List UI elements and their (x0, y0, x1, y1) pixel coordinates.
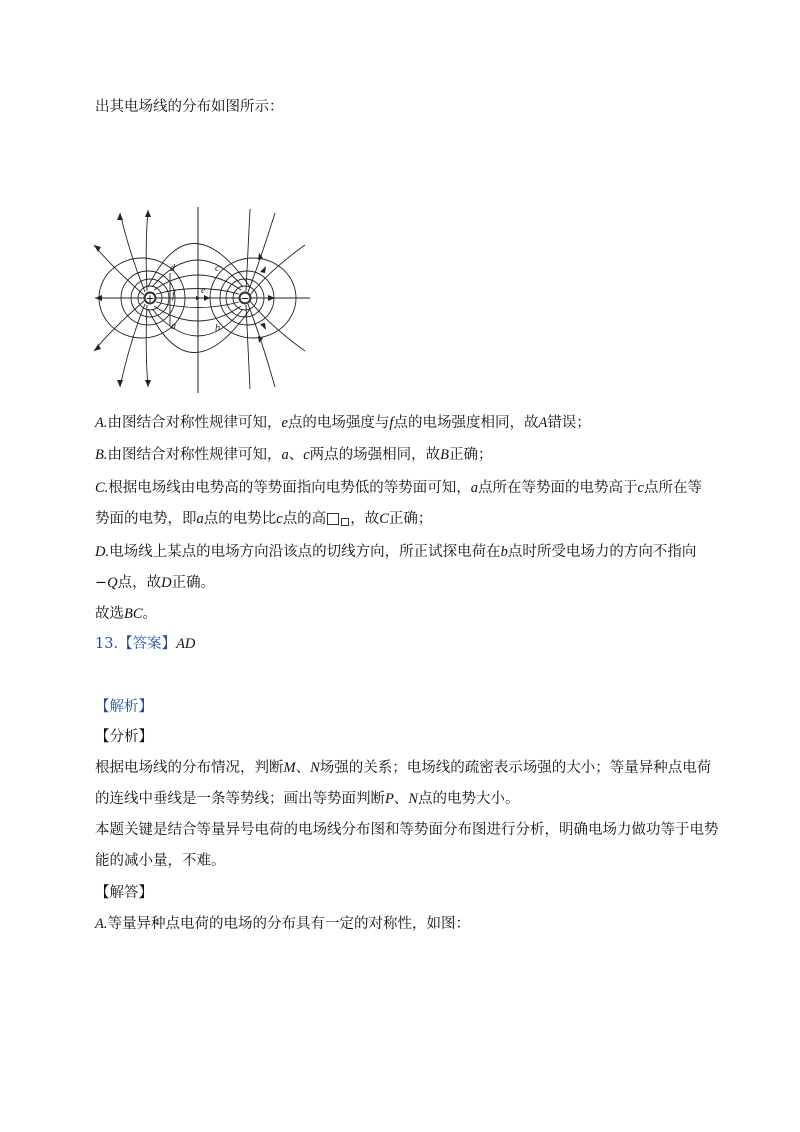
option-d-line1: D.电场线上某点的电场方向沿该点的切线方向，所正试探电荷在b点时所受电场力的方向不指向 (95, 544, 697, 560)
answer-a: A.等量异种点电荷的电场的分布具有一定的对称性，如图： (95, 916, 470, 932)
electric-field-figure (90, 205, 315, 395)
negative-charge-label: − (240, 292, 250, 305)
label-b: b (215, 323, 220, 334)
label-f: f (172, 290, 175, 301)
choose-text: 故选BC。 (95, 606, 158, 622)
placeholder-box-small-icon (341, 518, 349, 526)
key-line2: 能的减小量，不难。 (95, 853, 226, 869)
analysis-line2: 的连线中垂线是一条等势线；画出等势面判断P、N点的电势大小。 (95, 791, 520, 807)
label-a: a (171, 321, 176, 332)
label-d: d (170, 263, 175, 274)
analysis-line1: 根据电场线的分布情况，判断M、N场强的关系；电场线的疏密表示场强的大小；等量异种点电荷 (95, 760, 712, 776)
label-e: e (201, 285, 206, 296)
option-b: B.由图结合对称性规律可知，a、c两点的场强相同，故B正确； (95, 447, 493, 463)
option-d-line2: −Q点，故D正确。 (95, 575, 216, 591)
placeholder-box-icon (327, 513, 339, 525)
field-lines (94, 209, 310, 389)
option-a: A.由图结合对称性规律可知，e点的电场强度与f点的电场强度相同，故A错误； (95, 415, 591, 431)
fenxi-heading: 【分析】 (95, 729, 153, 745)
question-13-answer: 13.【答案】AD (95, 636, 196, 652)
positive-charge-label: + (145, 292, 155, 305)
key-line1: 本题关键是结合等量异号电荷的电场线分布图和等势面分布图进行分析，明确电场力做功等于电势 (95, 822, 719, 838)
label-c: c (215, 263, 220, 274)
jieda-heading: 【解答】 (95, 885, 153, 901)
option-c-line2: 势面的电势，即a点的电势比c点的高 ，故C正确； (95, 511, 433, 527)
option-c-line1: C.根据电场线由电势高的等势面指向电势低的等势面可知，a点所在等势面的电势高于c点所在等 (95, 480, 702, 496)
intro-text: 出其电场线的分布如图所示： (95, 99, 284, 115)
jiexi-heading: 【解析】 (95, 699, 153, 715)
